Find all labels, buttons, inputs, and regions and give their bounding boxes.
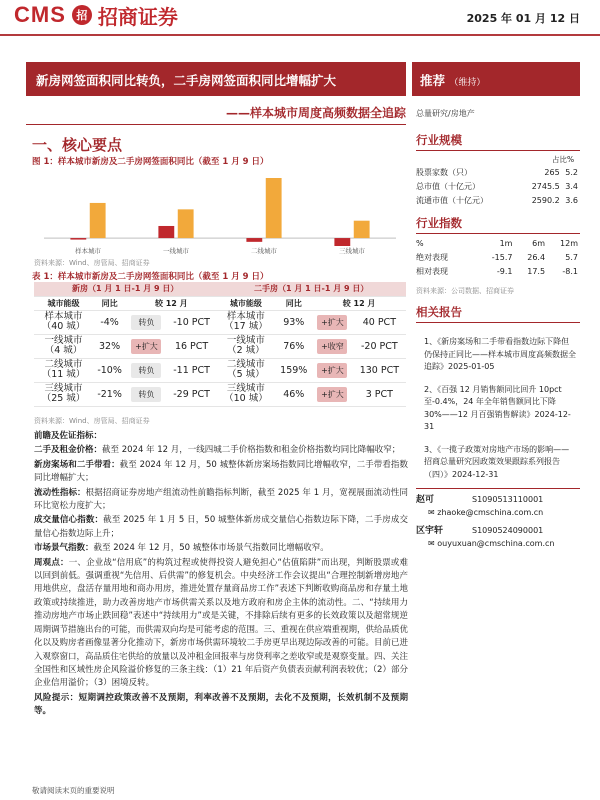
index-label: 绝对表现: [416, 252, 448, 262]
index-header-row: [416, 236, 578, 250]
logo: [14, 2, 178, 28]
city-count: （10 城）: [224, 393, 268, 404]
new-yoy: -4%: [93, 310, 126, 334]
second-yoy: 46%: [275, 382, 312, 406]
second-vs: -20 PCT: [353, 334, 406, 358]
related-list: [424, 336, 576, 491]
second-trend: [312, 382, 353, 406]
bar-second-2: [266, 178, 282, 238]
trend-badge: +扩大: [317, 387, 347, 402]
col-yoy: 同比: [93, 296, 126, 310]
second-vs: 3 PCT: [353, 382, 406, 406]
analyst-email[interactable]: ouyuxuan@cmschina.com.cn: [437, 539, 555, 548]
new-trend: [126, 334, 167, 358]
index-6m: 17.5: [527, 266, 546, 276]
city-count: （40 城）: [41, 321, 86, 332]
index-1m: -9.1: [496, 266, 513, 276]
scale-label: 总市值（十亿元）: [416, 181, 480, 191]
scale-row: [416, 179, 578, 193]
index-row: [416, 264, 578, 278]
table-row: [34, 334, 406, 358]
analyst: [416, 492, 580, 517]
related-report-link[interactable]: 1、《新房案场和二手带看指数边际下降但仍保持正同比——样本城市周度高频数据全追踪》2025-01-05: [424, 337, 576, 371]
index-table: [416, 236, 578, 278]
para-text: 截至 2025 年 1 月 5 日，50 城整体新房成交量信心指数边际下降，二手房成交量信心指数边际上升；: [34, 515, 408, 539]
index-col-header: 1m: [499, 238, 513, 248]
scale-label: 股票家数（只）: [416, 167, 472, 177]
x-tick-label: 样本城市: [75, 247, 101, 254]
new-trend: [126, 358, 167, 382]
analyst-id: S1090513110001: [472, 495, 544, 504]
group-new-header: 新房（1 月 1 日-1 月 9 日）: [34, 282, 216, 296]
index-col-header: 6m: [532, 238, 546, 248]
new-trend: [126, 382, 167, 406]
second-trend: [312, 358, 353, 382]
industry-line: 总量研究/房地产: [416, 109, 475, 118]
second-city: [216, 382, 275, 406]
second-city: [216, 358, 275, 382]
para-text: 截至 2024 年 12 月，50 城整体新房案场指数同比增幅收窄，二手带看指数同比增幅扩大；: [34, 459, 408, 484]
scale-table: [416, 165, 578, 207]
report-title: 新房网签面积同比转负，二手房网签面积同比增幅扩大: [26, 62, 406, 96]
analyst: [416, 523, 580, 548]
col-vs: 较 12 月: [126, 296, 216, 310]
second-city: [216, 334, 275, 358]
scale-row: [416, 165, 578, 179]
city-name: 一线城市: [226, 335, 265, 346]
para-text: 一、企业战“信用底”的构筑过程或使得投资人避免担心“估值陷阱”而出现，判断股票或难以回到前低。强调重视“先信用、后供需”的修复机会。中央经济工作会议提出“合理控制新增房地产用地供应，盘活存量用地和商办用房，推进处置存量商品房工作”表述下判断收购商品房和存量土地政策或持续推进，助力改善房地产市场供需关系以及地方政府和房企主体的流动性。二、“持续用力推动房地产市场止跌回稳”表述中“持续用力”或是关键，不排除后续有更多的长效政策以及超常规逆周期调节措施出台的可能，而供需双向均是可能考虑的范围。三、重视在供应端重视期，供给品质优化以及购房者画像显著分化推动下，新房市场供需环境较二手房更早出现边际改善的可能。目前已进入观察窗口，高品质住宅供给的放量以及冲租金回报率与房贷利率之差收窄或是观察变量。四、关注全国性和区域性房企风险溢价修复的三条主线：（1）21 年后资产负债表贡献利润表较优；（2）部分企业信用溢价；（3）困境反转。: [34, 557, 409, 689]
group-second-header: 二手房（1 月 1 日-1 月 9 日）: [216, 282, 406, 296]
para-label: 流动性指标：: [34, 487, 86, 498]
related-report-link[interactable]: 2、《百强 12 月销售额同比回升 10pct 至-0.4%，24 年全年销售额同比下降 30%——12 月百强销售解读》2024-12-31: [424, 384, 571, 431]
para-label: 风险提示：: [34, 692, 79, 703]
new-city: [34, 334, 93, 358]
analyst-name: 区宇轩: [416, 526, 444, 536]
analyst-name: 赵可: [416, 495, 435, 505]
x-tick-label: 三线城市: [339, 247, 365, 254]
index-6m: 26.4: [527, 252, 546, 262]
city-name: 样本城市: [44, 311, 83, 322]
scale-label: 流通市值（十亿元）: [416, 195, 488, 205]
new-yoy: 32%: [93, 334, 126, 358]
second-city: [216, 310, 275, 334]
scale-pct: 3.4: [565, 181, 578, 191]
col-city: 城市能级: [34, 296, 93, 310]
analyst-block: [416, 492, 580, 554]
scale-pct: 3.6: [565, 195, 578, 205]
logo-badge-icon: 招: [72, 5, 92, 25]
related-heading: 相关报告: [416, 305, 462, 319]
table-row: [34, 358, 406, 382]
index-row: [416, 250, 578, 264]
risk-text: 短期调控政策改善不及预期，利率改善不及预期，去化不及预期，长效机制不及预期等。: [34, 692, 408, 717]
rating-label: 推荐: [420, 73, 446, 88]
figure-caption: 图 1：样本城市新房及二手房网签面积同比（截至 1 月 9 日）: [32, 157, 269, 167]
new-vs: 16 PCT: [167, 334, 217, 358]
col-yoy: 同比: [275, 296, 312, 310]
table-row: [34, 310, 406, 334]
second-yoy: 93%: [275, 310, 312, 334]
second-trend: [312, 334, 353, 358]
city-name: 二线城市: [226, 359, 265, 370]
trend-badge: +扩大: [317, 363, 347, 378]
para-label: 新房案场和二手带看：: [34, 459, 120, 470]
table-row: [34, 382, 406, 406]
city-count: （5 城）: [227, 369, 265, 380]
bar-new-1: [158, 226, 174, 238]
rule: [416, 150, 580, 151]
bar-second-3: [354, 221, 370, 238]
second-vs: 130 PCT: [353, 358, 406, 382]
bar-new-0: [70, 238, 86, 240]
bar-second-0: [90, 203, 106, 238]
second-yoy: 76%: [275, 334, 312, 358]
index-1m: -15.7: [491, 252, 513, 262]
logo-text: CMS: [14, 2, 66, 27]
city-name: 样本城市: [226, 311, 265, 322]
para-label: 市场景气指数：: [34, 543, 94, 554]
rule: [416, 322, 580, 323]
analyst-email-row: [416, 539, 580, 548]
col-city: 城市能级: [216, 296, 275, 310]
mail-icon: ✉: [428, 508, 438, 517]
analyst-id: S1090524090001: [472, 526, 544, 535]
para-text: 根据招商证券房地产组流动性前瞻指标判断，截至 2025 年 1 月，宽视展面流动性同环比宽松力度扩大；: [34, 487, 408, 512]
new-city: [34, 382, 93, 406]
x-tick-label: 二线城市: [251, 247, 277, 254]
rule: [416, 488, 580, 489]
index-col-header: 12m: [560, 238, 578, 248]
analyst-email[interactable]: zhaoke@cmschina.com.cn: [437, 508, 544, 517]
x-tick-label: 一线城市: [163, 247, 189, 254]
city-count: （4 城）: [44, 345, 83, 356]
table-caption: 表 1：样本城市新房及二手房网签面积同比（截至 1 月 9 日）: [32, 272, 269, 282]
para-label: 二手及租金价格：: [34, 445, 103, 456]
report-date: 2025 年 01 月 12 日: [466, 12, 580, 25]
yoy-table: [34, 282, 406, 407]
pct-label: 占比%: [552, 155, 575, 164]
analyst-email-row: [416, 508, 580, 517]
table-source: 资料来源：Wind、房管局、招商证券: [34, 417, 150, 425]
trend-badge: 转负: [131, 363, 161, 378]
scale-value: 265: [544, 167, 560, 177]
bar-second-1: [178, 209, 194, 238]
col-vs: 较 12 月: [312, 296, 406, 310]
section-heading: 一、核心要点: [32, 136, 123, 154]
rule: [416, 233, 580, 234]
industry-index-heading: 行业指数: [416, 216, 462, 230]
scale-value: 2745.5: [531, 181, 560, 191]
index-label: 相对表现: [416, 266, 448, 276]
para-label: 周观点：: [34, 557, 69, 568]
rating-sub: （维持）: [449, 78, 486, 88]
new-city: [34, 358, 93, 382]
index-12m: 5.7: [565, 252, 578, 262]
report-subtitle: ——样本城市周度高频数据全追踪: [225, 106, 406, 120]
figure-source: 资料来源：Wind、房管局、招商证券: [34, 259, 150, 267]
header-divider: [0, 34, 600, 36]
new-city: [34, 310, 93, 334]
second-trend: [312, 310, 353, 334]
scale-pct: 5.2: [565, 167, 578, 177]
city-name: 三线城市: [44, 383, 83, 394]
para-text: 截至 2024 年 12 月，50 城整体市场景气指数同比增幅收窄。: [93, 543, 329, 554]
index-12m: -8.1: [562, 266, 578, 276]
industry-scale-heading: 行业规模: [416, 133, 462, 147]
city-name: 二线城市: [44, 359, 83, 370]
index-source: 资料来源：公司数据、招商证券: [416, 287, 514, 295]
second-vs: 40 PCT: [353, 310, 406, 334]
body-text: [34, 430, 408, 720]
new-vs: -10 PCT: [167, 310, 217, 334]
subtitle-divider: [26, 124, 406, 125]
new-yoy: -10%: [93, 358, 126, 382]
city-name: 三线城市: [226, 383, 265, 394]
scale-row: [416, 193, 578, 207]
city-name: 一线城市: [44, 335, 83, 346]
index-col-header: %: [416, 238, 424, 248]
new-yoy: -21%: [93, 382, 126, 406]
para-text: 截至 2024 年 12 月，一线四城二手价格指数和租金价格指数均同比降幅收窄；: [102, 445, 401, 456]
city-count: （11 城）: [41, 369, 86, 380]
new-vs: -29 PCT: [167, 382, 217, 406]
rating-banner: [412, 62, 580, 96]
city-count: （2 城）: [227, 345, 265, 356]
scale-value: 2590.2: [531, 195, 560, 205]
city-count: （17 城）: [224, 321, 268, 332]
trend-badge: +扩大: [317, 315, 347, 330]
second-yoy: 159%: [275, 358, 312, 382]
trend-badge: +扩大: [131, 339, 161, 354]
new-trend: [126, 310, 167, 334]
bar-new-3: [334, 238, 350, 246]
logo-cn-text: 招商证券: [97, 4, 178, 29]
related-report-link[interactable]: 3、《一揽子政策对房地产市场的影响——招商总量研究因政策效果跟踪系列报告（四）》2024-12-31: [424, 444, 570, 479]
trend-badge: +收窄: [317, 339, 347, 354]
bar-new-2: [246, 238, 262, 242]
city-count: （25 城）: [41, 393, 86, 404]
new-vs: -11 PCT: [167, 358, 217, 382]
trend-badge: 转负: [131, 387, 161, 402]
yoy-bar-chart: [34, 166, 406, 254]
para-label: 成交量信心指数：: [34, 515, 104, 526]
mail-icon: ✉: [428, 539, 438, 548]
footer-note: 敬请阅读末页的重要说明: [32, 786, 115, 795]
leading-indicators-heading: 前瞻及佐证指标：: [34, 431, 103, 441]
trend-badge: 转负: [131, 315, 161, 330]
